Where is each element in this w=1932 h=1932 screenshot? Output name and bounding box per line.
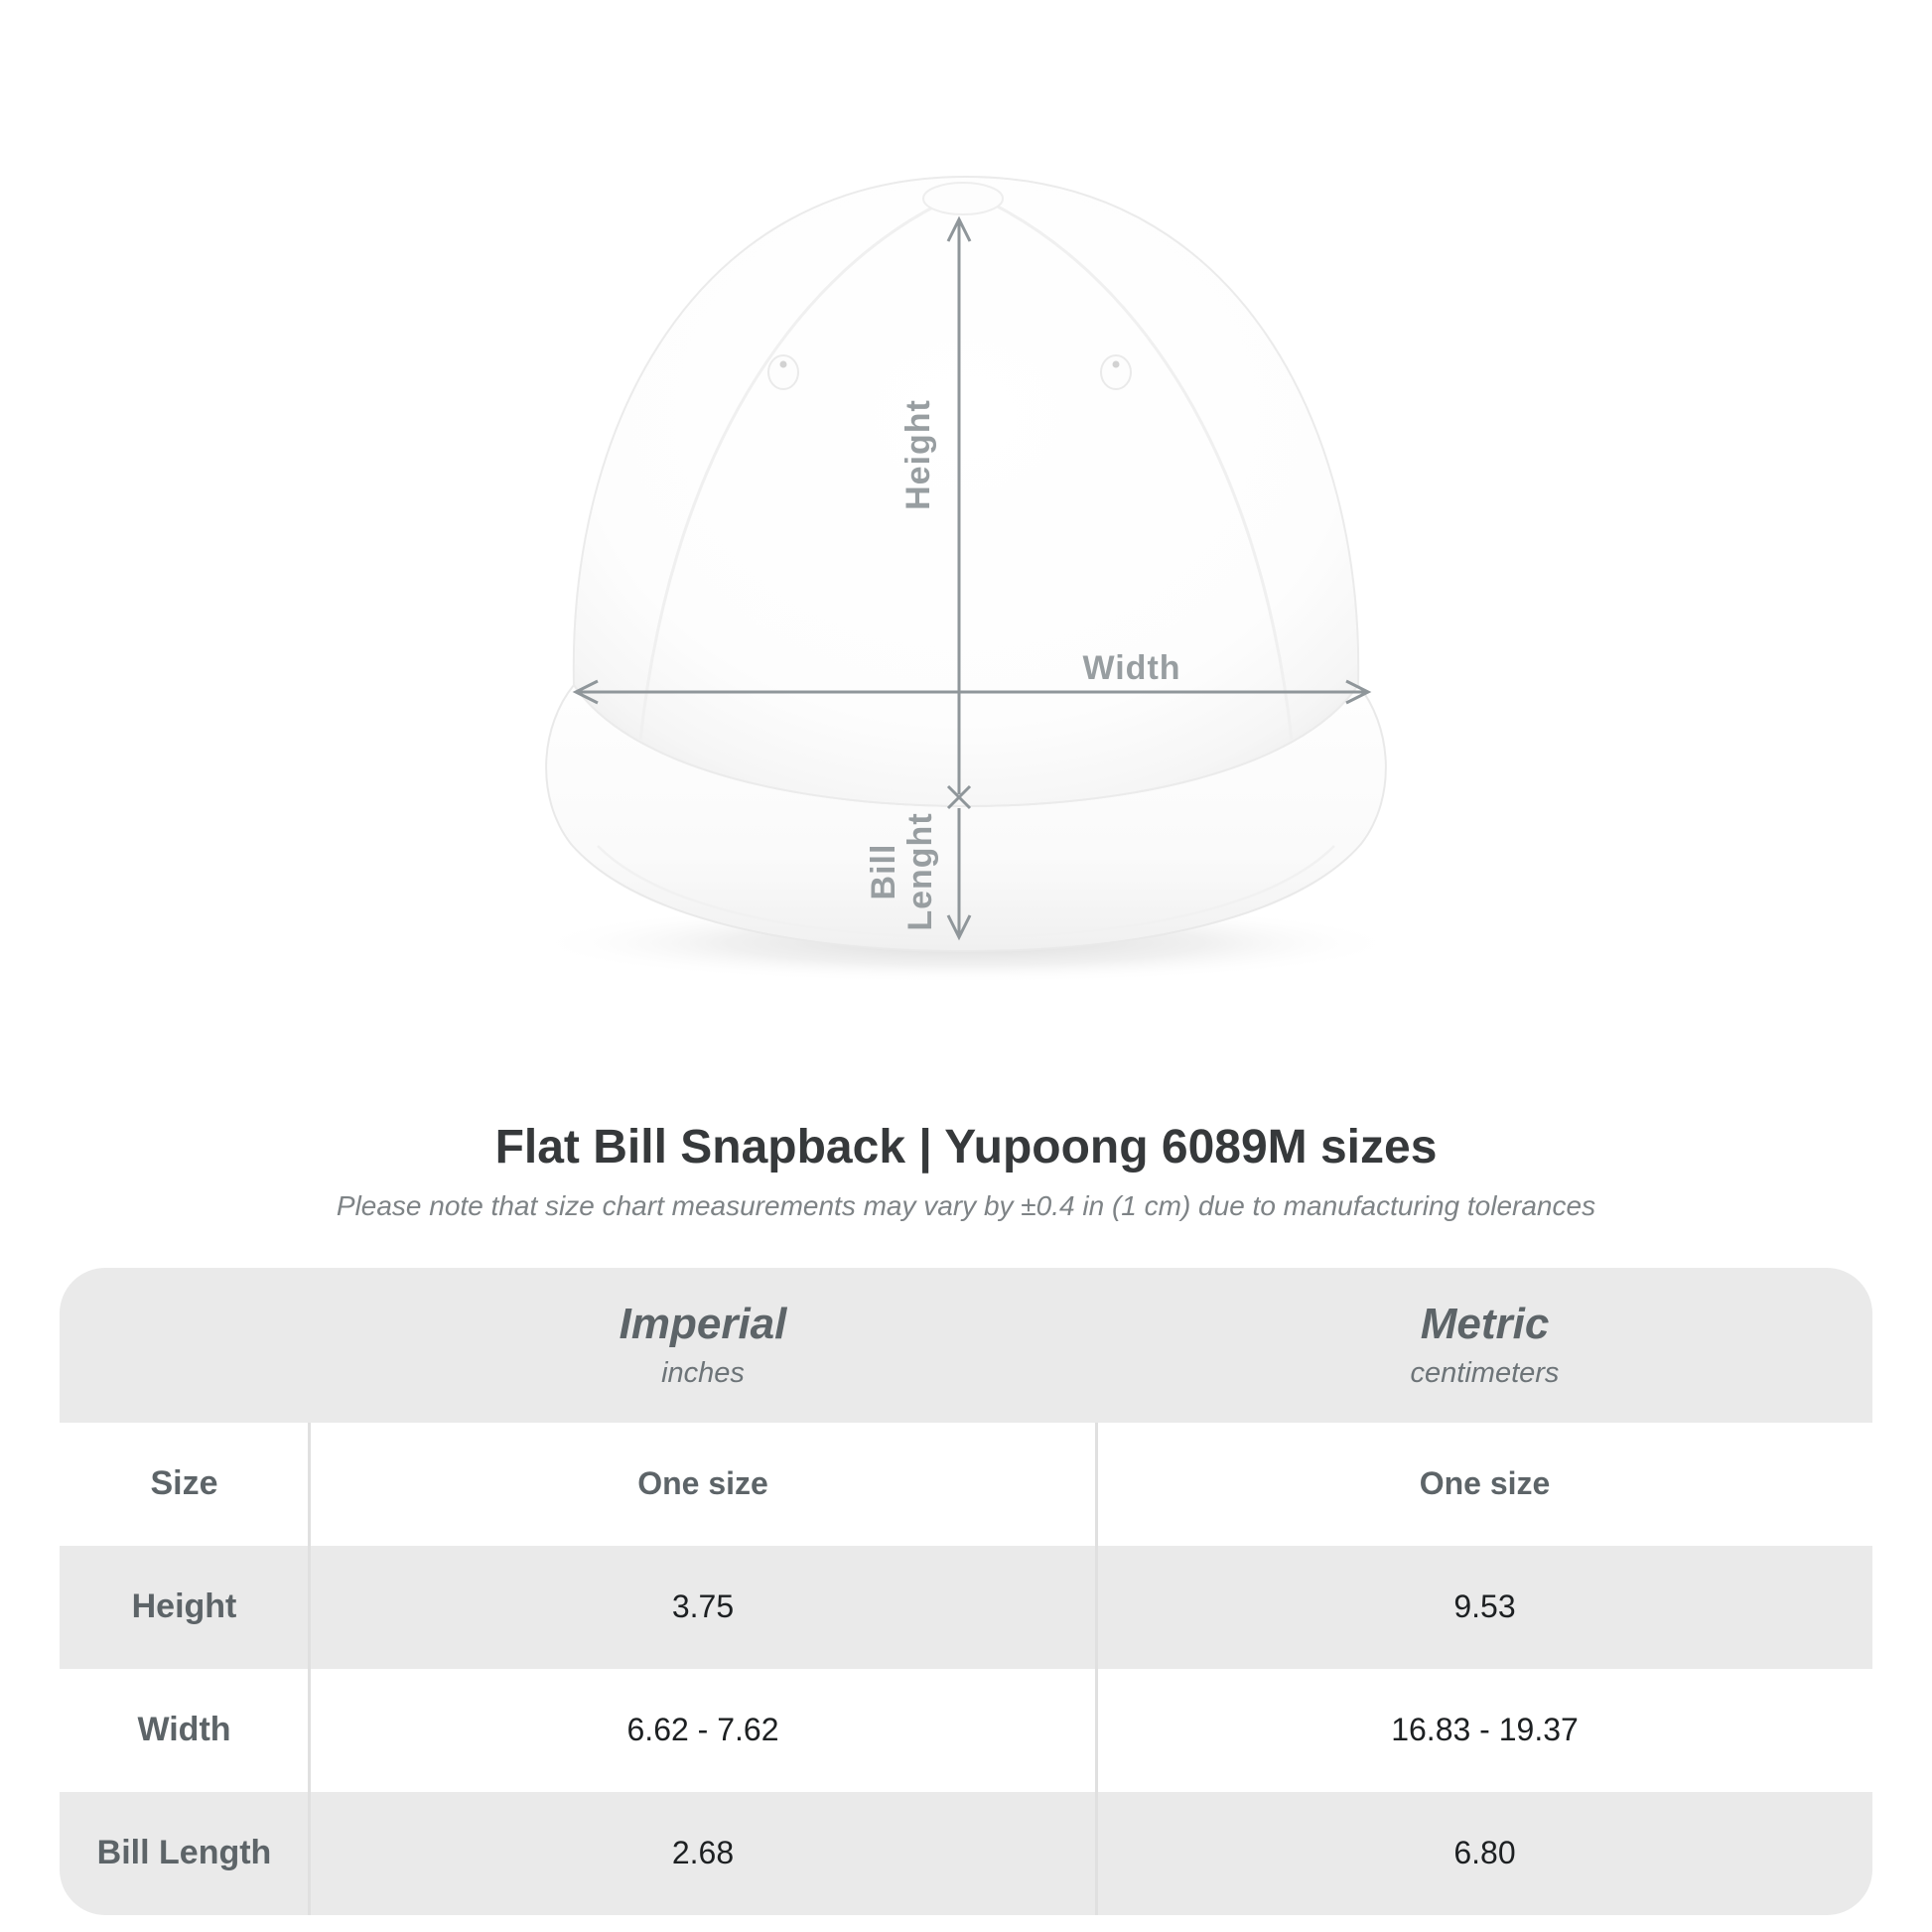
row-label: Width [137, 1711, 231, 1749]
eyelet-left [768, 355, 798, 389]
metric-column-header [1097, 1268, 1872, 1423]
hat-crown [574, 177, 1358, 806]
imperial-value: 6.62 - 7.62 [626, 1712, 779, 1748]
corner-cell [60, 1268, 309, 1423]
tolerance-note: Please note that size chart measurements may vary by ±0.4 in (1 cm) due to manufacturing tolerances [336, 1189, 1596, 1221]
eyelet-right [1101, 355, 1131, 389]
height-label: Height [899, 399, 937, 510]
imperial-label: Imperial [619, 1300, 787, 1349]
column-divider [308, 1423, 311, 1915]
bill-length-label-line2: Lenght [901, 812, 939, 931]
table-row-height [60, 1546, 1872, 1669]
metric-label: Metric [1420, 1300, 1550, 1349]
imperial-value: 3.75 [671, 1588, 735, 1625]
table-row-width [60, 1669, 1872, 1792]
table-header [60, 1268, 1872, 1423]
page-title: Flat Bill Snapback | Yupoong 6089M sizes [494, 1121, 1438, 1173]
metric-value: 6.80 [1453, 1835, 1516, 1871]
metric-value: 9.53 [1453, 1588, 1516, 1625]
column-divider [1095, 1423, 1098, 1915]
row-label: Height [131, 1587, 237, 1626]
hat-button [923, 183, 1003, 214]
metric-unit-label: centimeters [1410, 1357, 1560, 1390]
bill-length-label-line1: Bill [865, 843, 902, 900]
imperial-value: 2.68 [671, 1835, 735, 1871]
metric-value: One size [1419, 1465, 1551, 1502]
row-label: Size [150, 1464, 218, 1503]
imperial-unit-label: inches [661, 1357, 745, 1390]
table-row-size [60, 1423, 1872, 1546]
row-label: Bill Length [96, 1834, 272, 1872]
imperial-column-header [309, 1268, 1097, 1423]
width-label: Width [1082, 649, 1181, 687]
size-chart-table [60, 1268, 1872, 1915]
metric-value: 16.83 - 19.37 [1391, 1712, 1579, 1748]
imperial-value: One size [637, 1465, 768, 1502]
table-row-bill-length [60, 1792, 1872, 1915]
